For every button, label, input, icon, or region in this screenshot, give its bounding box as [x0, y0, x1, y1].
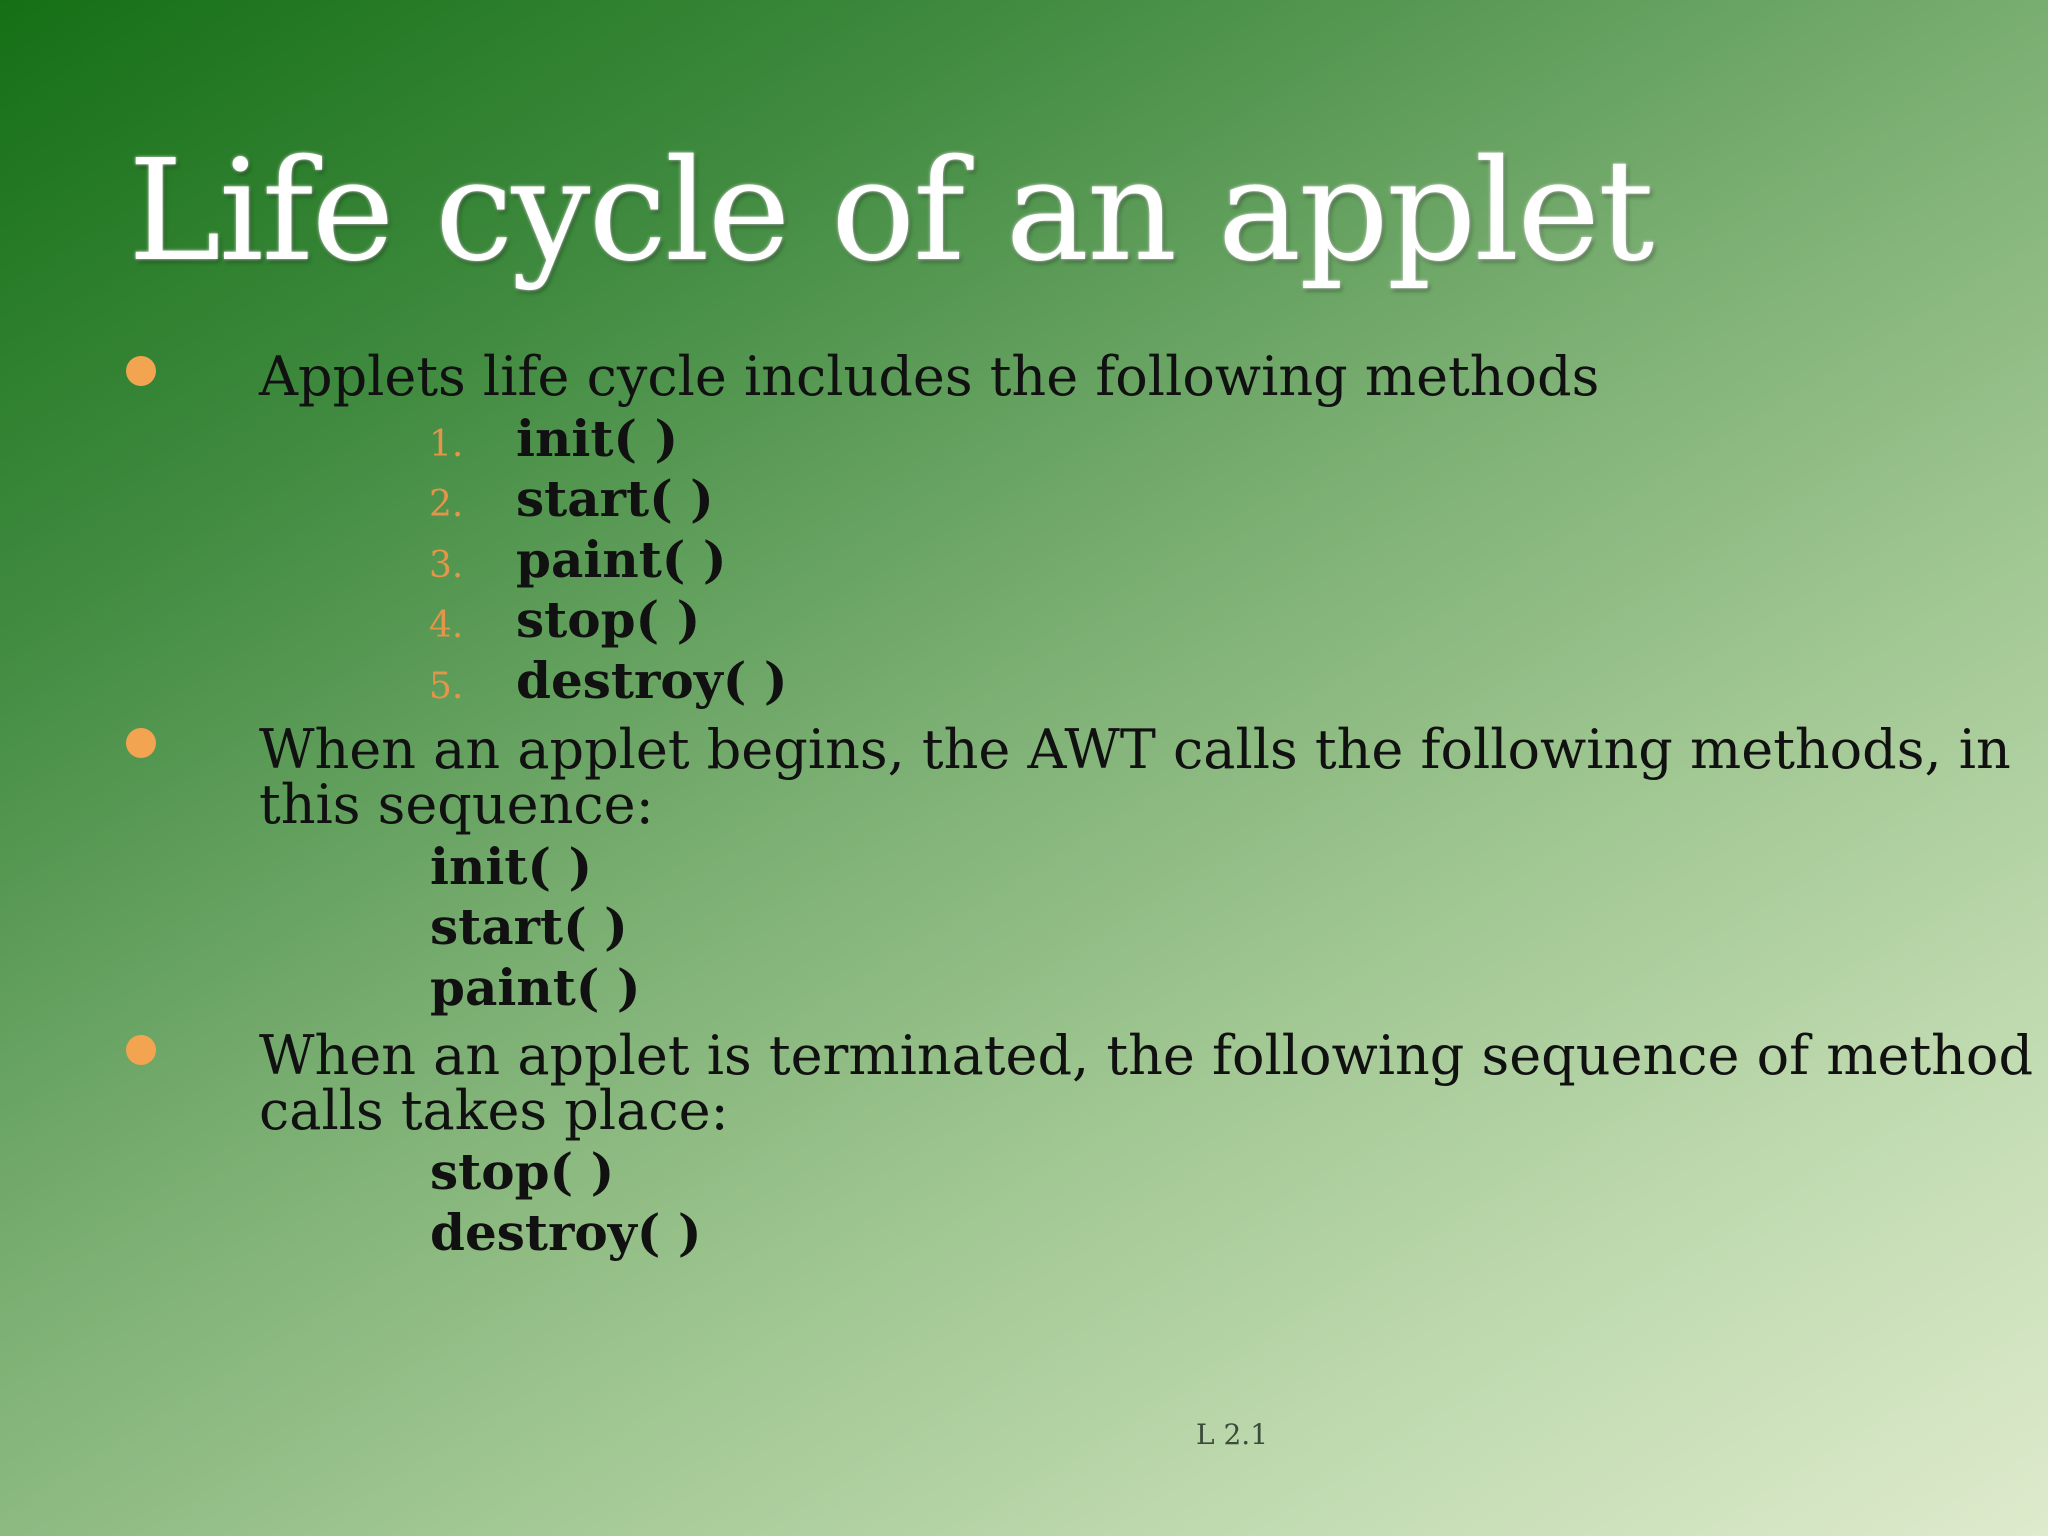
method-item: stop( ) [516, 590, 701, 649]
method-item: start( ) [430, 897, 628, 956]
bullet-text: Applets life cycle includes the following methods [259, 345, 1600, 408]
list-number: 1. [429, 424, 464, 465]
method-item: init( ) [430, 837, 593, 896]
slide-number: L 2.1 [1196, 1418, 1269, 1451]
bullet-text: this sequence: [259, 773, 654, 836]
method-item: init( ) [516, 409, 679, 468]
bullet-dot [126, 728, 156, 758]
method-item: destroy( ) [516, 651, 788, 710]
method-item: destroy( ) [430, 1203, 702, 1262]
bullet-dot [126, 1035, 156, 1065]
bullet-text: When an applet begins, the AWT calls the following methods, in [259, 718, 2011, 781]
method-item: paint( ) [516, 530, 727, 589]
list-number: 5. [429, 666, 464, 707]
bullet-text: calls takes place: [259, 1079, 729, 1142]
bullet-dot [126, 356, 156, 386]
method-item: stop( ) [430, 1142, 615, 1201]
slide-title: Life cycle of an applet [128, 130, 1653, 293]
list-number: 4. [429, 605, 464, 646]
bullet-text: When an applet is terminated, the following sequence of method [259, 1024, 2034, 1087]
list-number: 3. [429, 545, 464, 586]
list-number: 2. [429, 484, 464, 525]
method-item: start( ) [516, 469, 714, 528]
method-item: paint( ) [430, 958, 641, 1017]
